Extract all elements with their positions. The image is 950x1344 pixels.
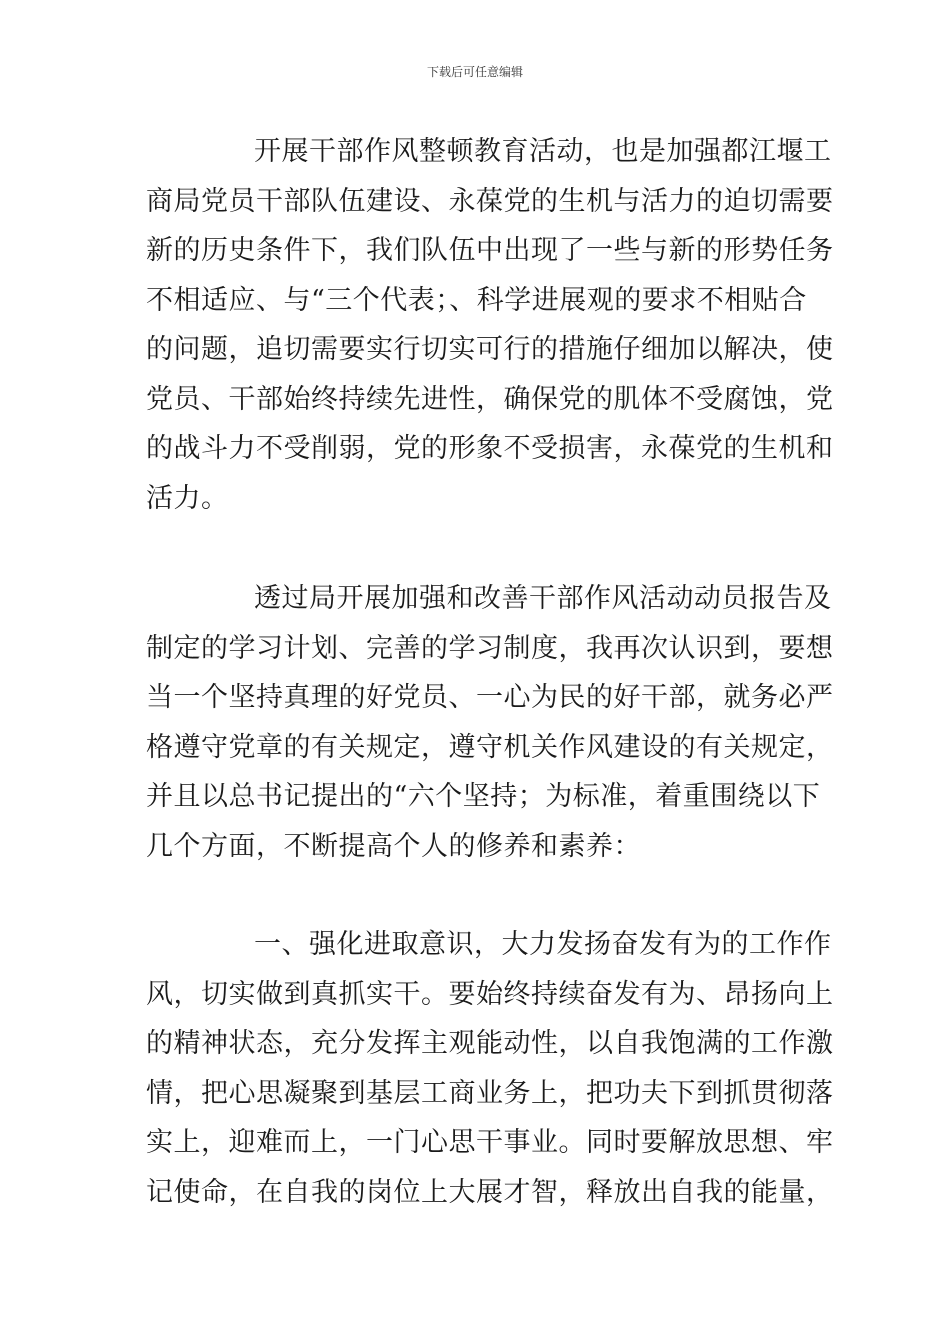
text-line: 实上，迎难而上，一门心思干事业。同时要解放思想、牢 bbox=[146, 1127, 834, 1158]
text-line: 记使命，在自我的岗位上大展才智，释放出自我的能量， bbox=[146, 1176, 834, 1208]
page-header: 下载后可任意编辑 bbox=[426, 65, 523, 79]
text-line: 的问题，追切需要实行切实可行的措施仔细加以解决，使 bbox=[146, 334, 834, 365]
text-line: 不相适应、与“三个代表；、科学进展观的要求不相贴合 bbox=[146, 284, 807, 316]
paragraph-1 bbox=[146, 127, 834, 523]
text-line: 新的历史条件下，我们队伍中出现了一些与新的形势任务 bbox=[146, 235, 834, 266]
text-line: 风，切实做到真抓实干。要始终持续奋发有为、昂扬向上 bbox=[146, 978, 834, 1010]
text-line: 开展干部作风整顿教育活动，也是加强都江堰工 bbox=[254, 136, 832, 167]
text-line: 制定的学习计划、完善的学习制度，我再次认识到，要想 bbox=[146, 632, 834, 664]
text-line: 情，把心思凝聚到基层工商业务上，把功夫下到抓贯彻落 bbox=[146, 1077, 834, 1109]
text-line: 几个方面，不断提高个人的修养和素养： bbox=[146, 830, 641, 862]
text-line: 当一个坚持真理的好党员、一心为民的好干部，就务必严 bbox=[146, 682, 834, 713]
text-line: 的精神状态，充分发挥主观能动性，以自我饱满的工作激 bbox=[146, 1028, 834, 1059]
text-line: 活力。 bbox=[146, 482, 229, 514]
text-line: 透过局开展加强和改善干部作风活动动员报告及 bbox=[254, 583, 832, 614]
paragraph-2 bbox=[146, 574, 834, 871]
text-line: 格遵守党章的有关规定，遵守机关作风建设的有关规定， bbox=[146, 731, 834, 763]
text-line: 党员、干部始终持续先进性，确保党的肌体不受腐蚀，党 bbox=[146, 383, 834, 415]
text-line: 一、强化进取意识，大力发扬奋发有为的工作作 bbox=[254, 929, 832, 960]
text-line: 的战斗力不受削弱，党的形象不受损害，永葆党的生机和 bbox=[146, 433, 834, 464]
text-line: 并且以总书记提出的“六个坚持；为标准，着重围绕以下 bbox=[146, 781, 821, 812]
paragraph-3 bbox=[146, 920, 834, 1217]
text-line: 商局党员干部队伍建设、永葆党的生机与活力的迫切需要 bbox=[146, 185, 834, 217]
